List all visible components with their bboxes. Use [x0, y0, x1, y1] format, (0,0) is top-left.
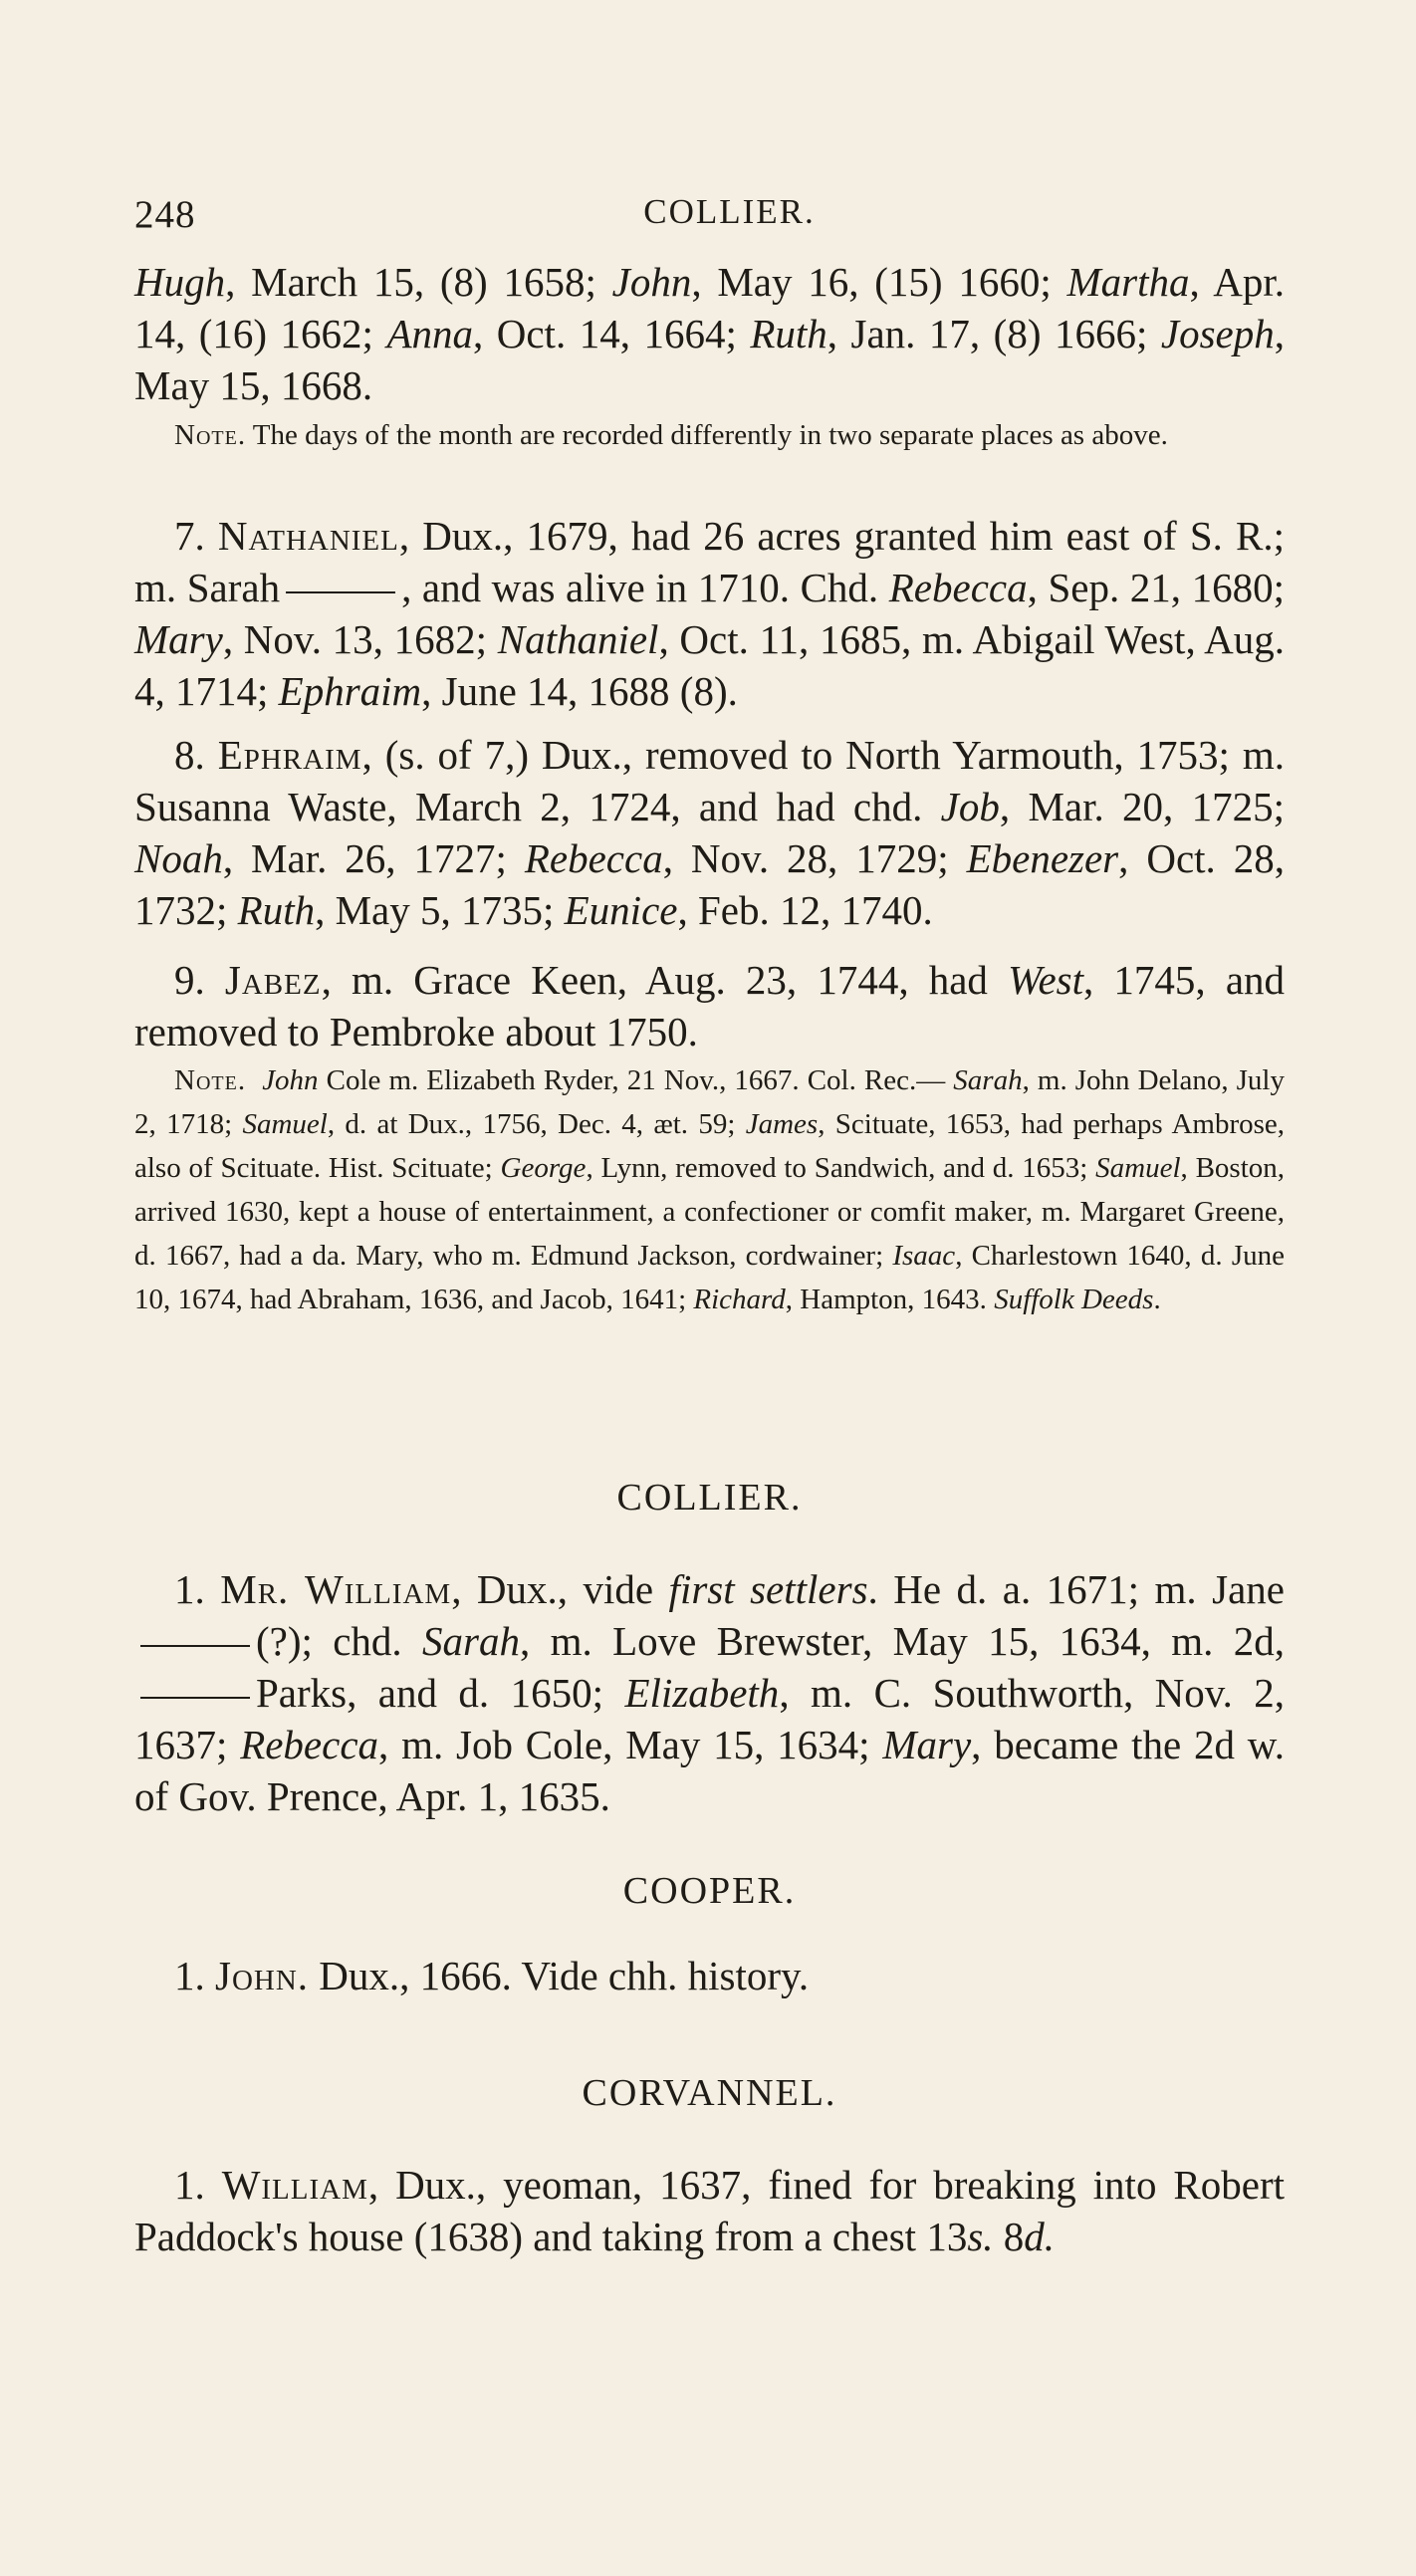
- section-heading-corvannel: CORVANNEL.: [582, 2072, 837, 2114]
- child-name: Nathaniel: [497, 616, 659, 662]
- person-name: Mr. William: [220, 1566, 452, 1612]
- entry-text: , Apr. 14, (16) 1662;: [134, 259, 1285, 356]
- blank-dash: [140, 1645, 250, 1647]
- entry-text: , Oct. 28, 1732;: [134, 835, 1286, 933]
- note-label: Note.: [174, 419, 247, 451]
- note-text: , m. John Delano, July 2, 1718;: [134, 1064, 1285, 1140]
- entry-text: , May 15, 1668.: [134, 311, 1285, 408]
- note-text: .: [1153, 1284, 1161, 1315]
- entry-text: , Mar. 26, 1727;: [222, 835, 525, 881]
- cross-reference: first settlers: [668, 1566, 868, 1612]
- entry-number: 9.: [174, 957, 225, 1003]
- entry-text: 8: [993, 2214, 1025, 2259]
- child-name: West: [1008, 957, 1084, 1003]
- entry-text: , Oct. 11, 1685, m. Abigail West, Aug. 4, 1714;: [134, 616, 1285, 714]
- blank-dash: [286, 591, 395, 593]
- child-name: Ruth: [750, 311, 827, 356]
- person-name: Ephraim: [217, 732, 362, 778]
- note-text: , Lynn, removed to Sandwich, and d. 1653;: [586, 1152, 1096, 1184]
- entry-text: Dux., 1666. Vide chh. history.: [309, 1953, 810, 1998]
- note-text: , Hampton, 1643.: [785, 1284, 995, 1315]
- entry-number: 8.: [174, 732, 218, 778]
- source-citation: Suffolk Deeds: [994, 1284, 1154, 1315]
- person-name: John.: [215, 1953, 310, 1998]
- entry-8: [134, 729, 1285, 936]
- collier-entry-1: [134, 1563, 1285, 1822]
- entry-text: , 1745, and removed to Pembroke about 1750.: [134, 957, 1286, 1054]
- person-name: Nathaniel: [217, 513, 399, 559]
- entry-text: , and was alive in 1710. Chd.: [401, 565, 889, 610]
- note-2: [134, 1058, 1285, 1321]
- child-name: Hugh: [134, 259, 226, 305]
- person-name: George: [500, 1152, 587, 1184]
- entry-text: , (s. of 7,) Dux., removed to North Yarmouth, 1753; m. Susanna Waste, March 2, 1724, and had chd.: [134, 732, 1285, 829]
- entry-number: 1.: [174, 1566, 221, 1612]
- entry-number: 1.: [174, 1953, 215, 1998]
- note-text: Cole m. Elizabeth Ryder, 21 Nov., 1667. Col. Rec.—: [318, 1064, 954, 1096]
- child-name: Ebenezer: [966, 835, 1119, 881]
- page-header: [134, 182, 1285, 242]
- person-name: Samuel: [1095, 1152, 1181, 1184]
- note-text: , d. at Dux., 1756, Dec. 4, æt. 59;: [327, 1108, 746, 1140]
- person-name: John: [262, 1064, 319, 1096]
- note-label: Note.: [174, 1064, 247, 1096]
- child-name: Eunice: [564, 887, 678, 933]
- corvannel-entry-1: [134, 2159, 1285, 2262]
- child-name: Mary: [134, 616, 223, 662]
- page-number: 248: [134, 193, 196, 236]
- entry-text: , Dux., vide: [451, 1566, 669, 1612]
- entry-text: , May 16, (15) 1660;: [691, 259, 1067, 305]
- person-name: Richard: [693, 1284, 786, 1315]
- entry-text: , Feb. 12, 1740.: [677, 887, 933, 933]
- child-name: Noah: [134, 835, 223, 881]
- child-name: Joseph: [1160, 311, 1275, 356]
- note-text: The days of the month are recorded differently in two separate places as above.: [246, 419, 1168, 451]
- running-head: COLLIER.: [643, 192, 816, 231]
- note-text: , Boston, arrived 1630, kept a house of entertainment, a confectioner or comfit maker, m. Margaret Greene, d. 1667, had a da. Mary, who m. Edmund Jackson, cordwainer;: [134, 1152, 1286, 1272]
- child-name: Rebecca: [888, 565, 1028, 610]
- person-name: Samuel: [242, 1108, 328, 1140]
- child-name: Ruth: [237, 887, 316, 933]
- entry-text: Parks, and d. 1650;: [256, 1670, 625, 1716]
- section-heading-cooper: COOPER.: [622, 1870, 797, 1912]
- entry-9: [134, 954, 1285, 1057]
- entry-text: , became the 2d w. of Gov. Prence, Apr. 1, 1635.: [134, 1722, 1286, 1819]
- entry-text: , m. Grace Keen, Aug. 23, 1744, had: [321, 957, 1009, 1003]
- child-name: Anna: [386, 311, 473, 356]
- child-name: Martha: [1066, 259, 1190, 305]
- entry-7: [134, 510, 1285, 717]
- entry-text: , June 14, 1688 (8).: [421, 668, 738, 714]
- person-name: William: [221, 2162, 368, 2208]
- section-heading-collier: COLLIER.: [616, 1477, 803, 1519]
- person-name: Jabez: [224, 957, 322, 1003]
- entry-text: , Mar. 20, 1725;: [999, 784, 1285, 829]
- child-name: Sarah: [422, 1618, 520, 1664]
- entry-text: , Sep. 21, 1680;: [1027, 565, 1285, 610]
- entry-text: , m. Love Brewster, May 15, 1634, m. 2d,: [520, 1618, 1286, 1664]
- person-name: Isaac: [892, 1240, 956, 1272]
- entry-text: , Dux., 1679, had 26 acres granted him east of S. R.; m. Sarah: [134, 513, 1286, 610]
- entry-text: , Nov. 28, 1729;: [662, 835, 967, 881]
- child-name: Job: [940, 784, 1000, 829]
- currency-unit: d.: [1024, 2214, 1056, 2259]
- note-text: , Charlestown 1640, d. June 10, 1674, had Abraham, 1636, and Jacob, 1641;: [134, 1240, 1285, 1315]
- entry-text: , Oct. 14, 1664;: [473, 311, 751, 356]
- cooper-entry-1: [134, 1950, 1285, 2001]
- continued-entry: [134, 256, 1285, 411]
- entry-text: , March 15, (8) 1658;: [225, 259, 612, 305]
- note-1: [134, 413, 1285, 457]
- entry-text: , m. C. Southworth, Nov. 2, 1637;: [134, 1670, 1286, 1767]
- entry-text: , Jan. 17, (8) 1666;: [826, 311, 1161, 356]
- note-text: , Scituate, 1653, had perhaps Ambrose, also of Scituate. Hist. Scituate;: [134, 1108, 1286, 1184]
- person-name: James: [745, 1108, 819, 1140]
- entry-number: 1.: [174, 2162, 222, 2208]
- entry-text: (?); chd.: [256, 1618, 423, 1664]
- child-name: Rebecca: [524, 835, 663, 881]
- child-name: Mary: [882, 1722, 972, 1767]
- child-name: Elizabeth: [624, 1670, 780, 1716]
- currency-unit: s.: [967, 2214, 994, 2259]
- blank-dash: [140, 1697, 250, 1699]
- child-name: John: [611, 259, 692, 305]
- entry-text: , May 5, 1735;: [315, 887, 565, 933]
- entry-text: , m. Job Cole, May 15, 1634;: [378, 1722, 883, 1767]
- entry-text: . He d. a. 1671; m. Jane: [867, 1566, 1286, 1612]
- entry-text: , Nov. 13, 1682;: [222, 616, 498, 662]
- entry-text: , Dux., yeoman, 1637, fined for breaking into Robert Paddock's house (1638) and taking from a chest 13: [134, 2162, 1285, 2259]
- entry-number: 7.: [174, 513, 218, 559]
- child-name: Ephraim: [278, 668, 422, 714]
- child-name: Rebecca: [240, 1722, 379, 1767]
- person-name: Sarah: [953, 1064, 1023, 1096]
